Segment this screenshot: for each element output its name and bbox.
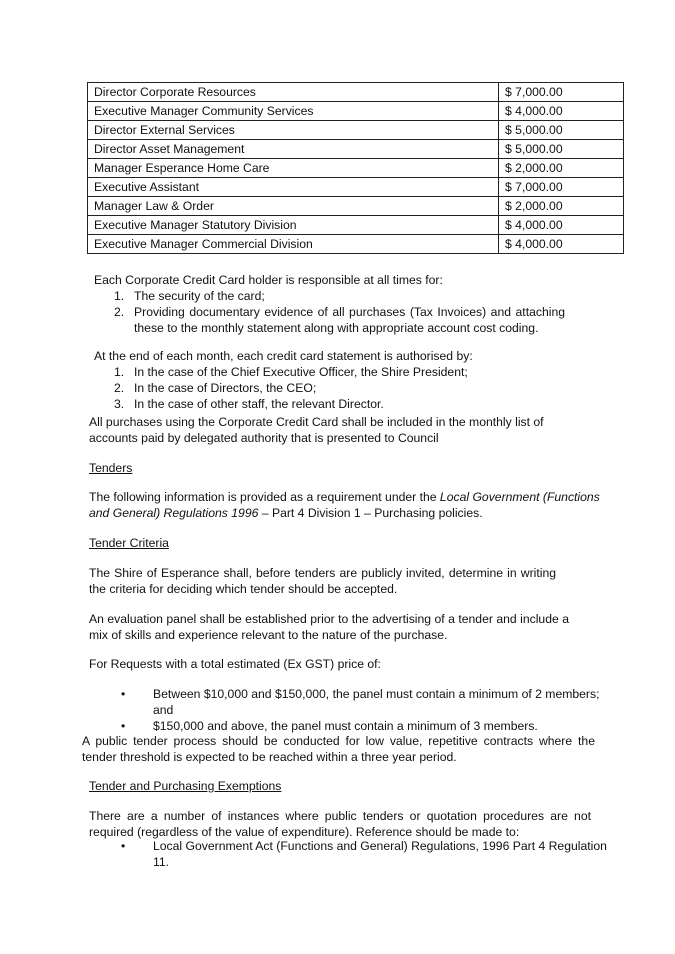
list-text: The security of the card;	[134, 289, 265, 303]
list-number: 1.	[114, 289, 125, 303]
authorisation-section	[94, 348, 574, 412]
tender-criteria-para-1: The Shire of Esperance shall, before tenders are publicly invited, determine in writing the criteria for deciding which tender should be accepted.	[89, 566, 556, 596]
position-cell: Manager Esperance Home Care	[88, 159, 499, 178]
list-item	[89, 686, 609, 718]
limit-cell: $ 5,000.00	[499, 140, 624, 159]
panel-bullets	[89, 686, 609, 734]
list-number: 2.	[114, 305, 125, 319]
exemptions-paragraph: There are a number of instances where public tenders or quotation procedures are not required (regardless of the value of expenditure). Reference should be made to:	[89, 809, 591, 839]
exemptions-heading	[89, 778, 281, 794]
list-item	[94, 304, 565, 336]
limit-cell: $ 4,000.00	[499, 216, 624, 235]
bullet-icon: •	[121, 687, 126, 701]
list-text: Providing documentary evidence of all purchases (Tax Invoices) and attaching these to the monthly statement along with appropriate account cost coding.	[134, 305, 565, 335]
exemptions-bullets	[89, 838, 614, 870]
responsibility-section	[94, 272, 574, 336]
bullet-text: Local Government Act (Functions and General) Regulations, 1996 Part 4 Regulation 11.	[153, 839, 607, 869]
position-cell: Executive Assistant	[88, 178, 499, 197]
tenders-paragraph	[89, 489, 601, 521]
authorisation-intro: At the end of each month, each credit card statement is authorised by:	[94, 349, 473, 363]
bullet-icon: •	[121, 719, 126, 733]
list-item	[94, 380, 574, 396]
tenders-heading-text: Tenders	[89, 461, 133, 475]
list-text: In the case of other staff, the relevant Director.	[134, 397, 384, 411]
credit-card-limits-table	[87, 82, 624, 254]
table-row	[88, 216, 624, 235]
limit-cell: $ 7,000.00	[499, 178, 624, 197]
limit-cell: $ 4,000.00	[499, 102, 624, 121]
list-item	[94, 288, 565, 304]
tender-criteria-para-4: A public tender process should be conducted for low value, repetitive contracts where the tender threshold is expected to be reached within a three year period.	[82, 734, 595, 764]
list-text: In the case of the Chief Executive Officer, the Shire President;	[134, 365, 468, 379]
exemptions-heading-text: Tender and Purchasing Exemptions	[89, 779, 282, 793]
table-row	[88, 140, 624, 159]
responsibility-list	[94, 288, 565, 336]
limit-cell: $ 7,000.00	[499, 83, 624, 102]
limit-cell: $ 5,000.00	[499, 121, 624, 140]
table-row	[88, 178, 624, 197]
tenders-para-end: – Part 4 Division 1 – Purchasing policies.	[258, 506, 483, 520]
position-cell: Executive Manager Statutory Division	[88, 216, 499, 235]
tenders-para-start: The following information is provided as a requirement under the	[89, 490, 440, 504]
table-row	[88, 121, 624, 140]
limit-cell: $ 2,000.00	[499, 159, 624, 178]
tender-criteria-heading-text: Tender Criteria	[89, 536, 169, 550]
list-item	[89, 838, 614, 870]
table-row	[88, 102, 624, 121]
tenders-para-regulation: Local Government (Functions and General) Regulations 1996	[89, 490, 600, 520]
table-row	[88, 235, 624, 254]
bullet-icon: •	[121, 839, 126, 853]
position-cell: Manager Law & Order	[88, 197, 499, 216]
purchases-note: All purchases using the Corporate Credit Card shall be included in the monthly list of accounts paid by delegated authority that is presented to Council	[89, 415, 544, 445]
limits-table-body	[88, 83, 624, 254]
limit-cell: $ 2,000.00	[499, 197, 624, 216]
limit-cell: $ 4,000.00	[499, 235, 624, 254]
tender-criteria-para-3: For Requests with a total estimated (Ex GST) price of:	[89, 657, 381, 671]
bullet-text: Between $10,000 and $150,000, the panel must contain a minimum of 2 members; and	[153, 687, 600, 717]
position-cell: Director Asset Management	[88, 140, 499, 159]
list-number: 1.	[114, 365, 125, 379]
table-row	[88, 159, 624, 178]
list-text: In the case of Directors, the CEO;	[134, 381, 317, 395]
authorisation-list	[94, 364, 574, 412]
table-row	[88, 197, 624, 216]
list-item	[89, 718, 609, 734]
table-row	[88, 83, 624, 102]
position-cell: Executive Manager Community Services	[88, 102, 499, 121]
bullet-text: $150,000 and above, the panel must contain a minimum of 3 members.	[153, 719, 538, 733]
tender-criteria-para-2: An evaluation panel shall be established prior to the advertising of a tender and include a mix of skills and experience relevant to the nature of the purchase.	[89, 612, 569, 642]
tenders-heading	[89, 460, 132, 476]
list-item	[94, 396, 574, 412]
position-cell: Director Corporate Resources	[88, 83, 499, 102]
list-number: 2.	[114, 381, 125, 395]
position-cell: Director External Services	[88, 121, 499, 140]
tender-criteria-heading	[89, 535, 169, 551]
position-cell: Executive Manager Commercial Division	[88, 235, 499, 254]
responsibility-intro: Each Corporate Credit Card holder is responsible at all times for:	[94, 273, 443, 287]
list-item	[94, 364, 574, 380]
list-number: 3.	[114, 397, 125, 411]
